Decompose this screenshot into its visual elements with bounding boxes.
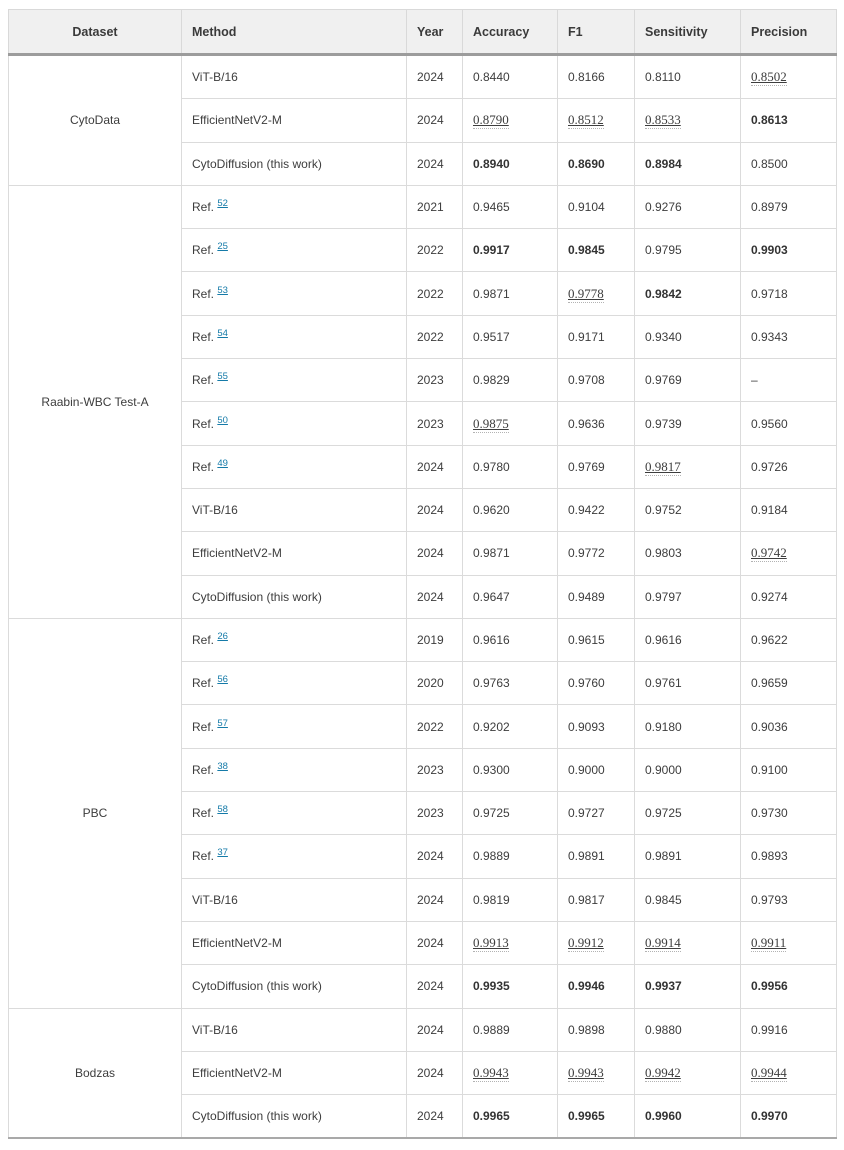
metric-cell: [463, 142, 558, 185]
reference-link[interactable]: 49: [217, 457, 228, 469]
best-value: 0.8690: [568, 156, 605, 171]
reference-superscript: [217, 804, 228, 815]
metric-cell: [635, 488, 741, 531]
method-cell: Ref. $^{55}$: [182, 359, 407, 402]
reference-link[interactable]: 55: [217, 371, 228, 383]
column-header-year: Year: [407, 10, 463, 55]
second-best-value: 0.9914: [645, 935, 681, 951]
metric-cell: [741, 921, 837, 964]
method-cell: Ref. $^{58}$: [182, 792, 407, 835]
year-cell: 2022: [407, 315, 463, 358]
best-value: 0.9937: [645, 979, 682, 994]
metric-value: 0.9489: [568, 589, 605, 604]
method-cell: ViT-B/16: [182, 488, 407, 531]
table-body: [9, 55, 837, 1139]
metric-cell: [463, 315, 558, 358]
metric-value: 0.9180: [645, 719, 682, 734]
reference-link[interactable]: 50: [217, 414, 228, 426]
metric-cell: [741, 185, 837, 228]
dataset-cell: Raabin-WBC Test-A: [9, 185, 182, 618]
metric-value: 0.9916: [751, 1022, 788, 1037]
year-cell: 2024: [407, 55, 463, 99]
metric-cell: [635, 878, 741, 921]
metric-cell: [635, 142, 741, 185]
best-value: 0.8613: [751, 113, 788, 128]
metric-cell: [463, 835, 558, 878]
metric-cell: [463, 575, 558, 618]
metric-cell: [463, 445, 558, 488]
metric-cell: [741, 359, 837, 402]
metric-value: 0.9202: [473, 719, 510, 734]
metric-value: 0.9871: [473, 546, 510, 561]
metric-cell: [463, 229, 558, 272]
metric-cell: [635, 445, 741, 488]
best-value: 0.9917: [473, 243, 510, 258]
metric-cell: [741, 55, 837, 99]
metric-cell: [635, 1051, 741, 1094]
metric-cell: [635, 748, 741, 791]
method-cell: Ref. $^{37}$: [182, 835, 407, 878]
table-row: [9, 1008, 837, 1051]
metric-cell: [635, 55, 741, 99]
second-best-value: 0.9942: [645, 1064, 681, 1080]
metric-value: 0.9730: [751, 806, 788, 821]
reference-superscript: [217, 328, 228, 339]
best-value: 0.9970: [751, 1109, 788, 1124]
table-row: [9, 618, 837, 661]
metric-cell: [741, 1095, 837, 1139]
best-value: 0.9960: [645, 1109, 682, 1124]
year-cell: 2024: [407, 575, 463, 618]
metric-cell: [741, 142, 837, 185]
metric-value: 0.9465: [473, 200, 510, 215]
metric-cell: [463, 488, 558, 531]
metric-value: 0.9795: [645, 243, 682, 258]
metric-cell: [635, 965, 741, 1008]
column-header-precision: Precision: [741, 10, 837, 55]
second-best-value: 0.9912: [568, 935, 604, 951]
method-cell: Ref. $^{57}$: [182, 705, 407, 748]
metric-cell: [635, 792, 741, 835]
metric-cell: [635, 705, 741, 748]
metric-value: 0.9761: [645, 676, 682, 691]
method-cell: Ref. $^{52}$: [182, 185, 407, 228]
best-value: 0.9965: [568, 1109, 605, 1124]
metric-value: 0.8500: [751, 156, 788, 171]
second-best-value: 0.9817: [645, 458, 681, 474]
best-value: 0.9903: [751, 243, 788, 258]
metric-value: 0.9036: [751, 719, 788, 734]
metric-cell: [558, 748, 635, 791]
reference-link[interactable]: 25: [217, 241, 228, 253]
dataset-cell: Bodzas: [9, 1008, 182, 1138]
metric-value: 0.9772: [568, 546, 605, 561]
metric-cell: [558, 99, 635, 142]
metric-cell: [463, 878, 558, 921]
year-cell: 2020: [407, 662, 463, 705]
table-header: [9, 10, 837, 55]
metric-cell: [558, 835, 635, 878]
method-cell: CytoDiffusion (this work): [182, 142, 407, 185]
metric-cell: [558, 532, 635, 575]
metric-value: 0.9708: [568, 373, 605, 388]
results-table: [8, 9, 837, 1139]
method-cell: EfficientNetV2-M: [182, 1051, 407, 1094]
metric-value: 0.9659: [751, 676, 788, 691]
metric-cell: [635, 272, 741, 315]
column-header-accuracy: Accuracy: [463, 10, 558, 55]
metric-cell: [558, 575, 635, 618]
reference-superscript: [217, 415, 228, 426]
metric-cell: [558, 488, 635, 531]
method-cell: EfficientNetV2-M: [182, 921, 407, 964]
metric-cell: [558, 921, 635, 964]
dataset-cell: PBC: [9, 618, 182, 1008]
method-cell: CytoDiffusion (this work): [182, 965, 407, 1008]
metric-cell: [558, 705, 635, 748]
year-cell: 2024: [407, 1008, 463, 1051]
metric-cell: [558, 965, 635, 1008]
metric-cell: [463, 185, 558, 228]
method-cell: Ref. $^{53}$: [182, 272, 407, 315]
metric-value: 0.9891: [568, 849, 605, 864]
metric-value: 0.9871: [473, 286, 510, 301]
best-value: 0.9965: [473, 1109, 510, 1124]
reference-superscript: [217, 241, 228, 252]
reference-link[interactable]: 56: [217, 674, 228, 686]
metric-cell: [741, 1008, 837, 1051]
metric-value: 0.9845: [645, 892, 682, 907]
reference-superscript: [217, 718, 228, 729]
metric-cell: [741, 445, 837, 488]
metric-value: 0.8440: [473, 70, 510, 85]
metric-cell: [635, 229, 741, 272]
second-best-value: 0.8512: [568, 112, 604, 128]
method-cell: Ref. $^{38}$: [182, 748, 407, 791]
method-cell: Ref. $^{56}$: [182, 662, 407, 705]
year-cell: 2021: [407, 185, 463, 228]
reference-link[interactable]: 53: [217, 284, 228, 296]
method-cell: ViT-B/16: [182, 55, 407, 99]
metric-value: 0.9104: [568, 200, 605, 215]
best-value: 0.9842: [645, 286, 682, 301]
metric-value: 0.9300: [473, 762, 510, 777]
metric-cell: [741, 315, 837, 358]
metric-value: 0.9889: [473, 1022, 510, 1037]
column-header-sensitivity: Sensitivity: [635, 10, 741, 55]
reference-superscript: [217, 761, 228, 772]
year-cell: 2022: [407, 229, 463, 272]
reference-link[interactable]: 26: [217, 631, 228, 642]
metric-value: 0.9622: [751, 633, 788, 647]
best-value: 0.9946: [568, 979, 605, 994]
metric-value: 0.9752: [645, 503, 682, 518]
method-cell: Ref. $^{25}$: [182, 229, 407, 272]
metric-cell: [635, 1008, 741, 1051]
metric-cell: [741, 272, 837, 315]
metric-cell: [463, 1051, 558, 1094]
metric-cell: [741, 705, 837, 748]
metric-cell: [741, 965, 837, 1008]
reference-superscript: [217, 198, 228, 209]
metric-cell: [741, 878, 837, 921]
best-value: 0.9935: [473, 979, 510, 994]
metric-value: 0.9739: [645, 416, 682, 431]
metric-value: 0.9340: [645, 329, 682, 344]
reference-superscript: [217, 847, 228, 858]
year-cell: 2024: [407, 532, 463, 575]
metric-cell: [741, 488, 837, 531]
year-cell: 2023: [407, 748, 463, 791]
best-value: 0.8984: [645, 156, 682, 171]
metric-value: 0.9616: [473, 633, 510, 647]
metric-cell: [558, 878, 635, 921]
metric-cell: [741, 792, 837, 835]
reference-link[interactable]: 52: [217, 198, 228, 210]
metric-cell: [558, 142, 635, 185]
metric-cell: [558, 662, 635, 705]
second-best-value: 0.8533: [645, 112, 681, 128]
metric-cell: [463, 705, 558, 748]
metric-value: 0.9184: [751, 503, 788, 518]
second-best-value: 0.9943: [473, 1064, 509, 1080]
reference-superscript: [217, 674, 228, 685]
metric-value: 0.8979: [751, 200, 788, 215]
reference-superscript: [217, 631, 228, 642]
metric-cell: [463, 662, 558, 705]
year-cell: 2024: [407, 921, 463, 964]
metric-value: 0.9797: [645, 589, 682, 604]
reference-superscript: [217, 285, 228, 296]
metric-cell: [741, 618, 837, 661]
metric-cell: [635, 402, 741, 445]
metric-cell: [635, 662, 741, 705]
year-cell: 2022: [407, 705, 463, 748]
metric-cell: [558, 402, 635, 445]
method-cell: Ref. $^{26}$: [182, 618, 407, 661]
year-cell: 2023: [407, 402, 463, 445]
metric-cell: [463, 55, 558, 99]
reference-superscript: [217, 371, 228, 382]
reference-link[interactable]: 37: [217, 847, 228, 859]
metric-cell: [635, 532, 741, 575]
second-best-value: 0.8790: [473, 112, 509, 128]
reference-link[interactable]: 57: [217, 717, 228, 729]
metric-value: 0.9763: [473, 676, 510, 691]
metric-cell: [635, 359, 741, 402]
metric-cell: [635, 185, 741, 228]
year-cell: 2019: [407, 618, 463, 661]
metric-cell: [558, 445, 635, 488]
year-cell: 2024: [407, 1051, 463, 1094]
second-best-value: 0.9742: [751, 545, 787, 561]
header-row: [9, 10, 837, 55]
metric-cell: [463, 921, 558, 964]
best-value: 0.9956: [751, 979, 788, 994]
metric-cell: [463, 99, 558, 142]
metric-value: 0.9889: [473, 849, 510, 864]
second-best-value: 0.9944: [751, 1064, 787, 1080]
metric-cell: [741, 662, 837, 705]
metric-cell: [558, 792, 635, 835]
metric-value: 0.9000: [645, 762, 682, 777]
metric-cell: [741, 229, 837, 272]
metric-cell: [741, 99, 837, 142]
metric-cell: [463, 748, 558, 791]
metric-value: 0.9880: [645, 1022, 682, 1037]
reference-link[interactable]: 38: [217, 760, 228, 772]
metric-cell: [558, 55, 635, 99]
metric-value: 0.8166: [568, 70, 605, 85]
method-cell: Ref. $^{54}$: [182, 315, 407, 358]
metric-cell: [558, 272, 635, 315]
year-cell: 2024: [407, 1095, 463, 1139]
metric-cell: [463, 532, 558, 575]
metric-cell: [558, 1051, 635, 1094]
metric-value: 0.9793: [751, 892, 788, 907]
metric-value: 0.9819: [473, 892, 510, 907]
table-row: [9, 55, 837, 99]
metric-value: 0.9780: [473, 459, 510, 474]
metric-value: 0.9343: [751, 329, 788, 344]
metric-value: 0.9616: [645, 633, 682, 647]
reference-superscript: [217, 458, 228, 469]
metric-value: 0.9093: [568, 719, 605, 734]
metric-value: 0.9615: [568, 633, 605, 647]
year-cell: 2023: [407, 359, 463, 402]
metric-cell: [635, 921, 741, 964]
dataset-cell: CytoData: [9, 55, 182, 186]
metric-value: 0.9620: [473, 503, 510, 518]
method-cell: CytoDiffusion (this work): [182, 1095, 407, 1139]
table-row: [9, 185, 837, 228]
year-cell: 2023: [407, 792, 463, 835]
metric-value: 0.9100: [751, 762, 788, 777]
best-value: 0.9845: [568, 243, 605, 258]
metric-cell: [463, 1008, 558, 1051]
metric-cell: [635, 1095, 741, 1139]
second-best-value: 0.9913: [473, 935, 509, 951]
year-cell: 2022: [407, 272, 463, 315]
metric-cell: [635, 835, 741, 878]
metric-cell: [635, 315, 741, 358]
metric-value: 0.9769: [645, 373, 682, 388]
year-cell: 2024: [407, 488, 463, 531]
metric-value: 0.8110: [645, 70, 681, 85]
year-cell: 2024: [407, 142, 463, 185]
method-cell: CytoDiffusion (this work): [182, 575, 407, 618]
metric-cell: [741, 748, 837, 791]
metric-value: 0.9769: [568, 459, 605, 474]
second-best-value: 0.9875: [473, 415, 509, 431]
metric-value: 0.9891: [645, 849, 682, 864]
metric-value: 0.9718: [751, 286, 788, 301]
metric-cell: [463, 359, 558, 402]
metric-value: 0.9636: [568, 416, 605, 431]
second-best-value: 0.9943: [568, 1064, 604, 1080]
metric-cell: [558, 359, 635, 402]
metric-value: 0.9725: [645, 806, 682, 821]
metric-cell: [635, 618, 741, 661]
method-cell: ViT-B/16: [182, 878, 407, 921]
year-cell: 2024: [407, 99, 463, 142]
metric-cell: [463, 1095, 558, 1139]
metric-value: 0.9829: [473, 373, 510, 388]
metric-cell: [463, 965, 558, 1008]
metric-value: –: [751, 373, 758, 388]
metric-cell: [741, 1051, 837, 1094]
metric-cell: [558, 1008, 635, 1051]
metric-cell: [463, 618, 558, 661]
year-cell: 2024: [407, 445, 463, 488]
metric-value: 0.9276: [645, 200, 682, 215]
year-cell: 2024: [407, 965, 463, 1008]
metric-cell: [463, 792, 558, 835]
metric-cell: [558, 229, 635, 272]
metric-cell: [635, 575, 741, 618]
method-cell: EfficientNetV2-M: [182, 99, 407, 142]
second-best-value: 0.9911: [751, 935, 787, 951]
method-cell: Ref. $^{49}$: [182, 445, 407, 488]
method-cell: EfficientNetV2-M: [182, 532, 407, 575]
metric-cell: [635, 99, 741, 142]
metric-cell: [558, 315, 635, 358]
second-best-value: 0.8502: [751, 69, 787, 85]
reference-link[interactable]: 54: [217, 327, 228, 339]
metric-cell: [741, 575, 837, 618]
metric-value: 0.9817: [568, 892, 605, 907]
column-header-f1: F1: [558, 10, 635, 55]
metric-cell: [558, 185, 635, 228]
metric-value: 0.9171: [568, 329, 605, 344]
method-cell: Ref. $^{50}$: [182, 402, 407, 445]
metric-cell: [463, 402, 558, 445]
best-value: 0.8940: [473, 156, 510, 171]
metric-cell: [741, 532, 837, 575]
metric-cell: [558, 618, 635, 661]
metric-value: 0.9727: [568, 806, 605, 821]
second-best-value: 0.9778: [568, 285, 604, 301]
metric-value: 0.9000: [568, 762, 605, 777]
metric-value: 0.9893: [751, 849, 788, 864]
metric-value: 0.9898: [568, 1022, 605, 1037]
metric-value: 0.9725: [473, 806, 510, 821]
reference-link[interactable]: 58: [217, 804, 228, 816]
metric-value: 0.9760: [568, 676, 605, 691]
metric-cell: [558, 1095, 635, 1139]
metric-cell: [741, 402, 837, 445]
metric-cell: [463, 272, 558, 315]
metric-value: 0.9274: [751, 589, 788, 604]
year-cell: 2024: [407, 878, 463, 921]
metric-value: 0.9517: [473, 329, 510, 344]
metric-value: 0.9803: [645, 546, 682, 561]
metric-value: 0.9726: [751, 459, 788, 474]
metric-cell: [741, 835, 837, 878]
metric-value: 0.9422: [568, 503, 605, 518]
metric-value: 0.9647: [473, 589, 510, 604]
method-cell: ViT-B/16: [182, 1008, 407, 1051]
metric-value: 0.9560: [751, 416, 788, 431]
column-header-method: Method: [182, 10, 407, 55]
year-cell: 2024: [407, 835, 463, 878]
column-header-dataset: Dataset: [9, 10, 182, 55]
